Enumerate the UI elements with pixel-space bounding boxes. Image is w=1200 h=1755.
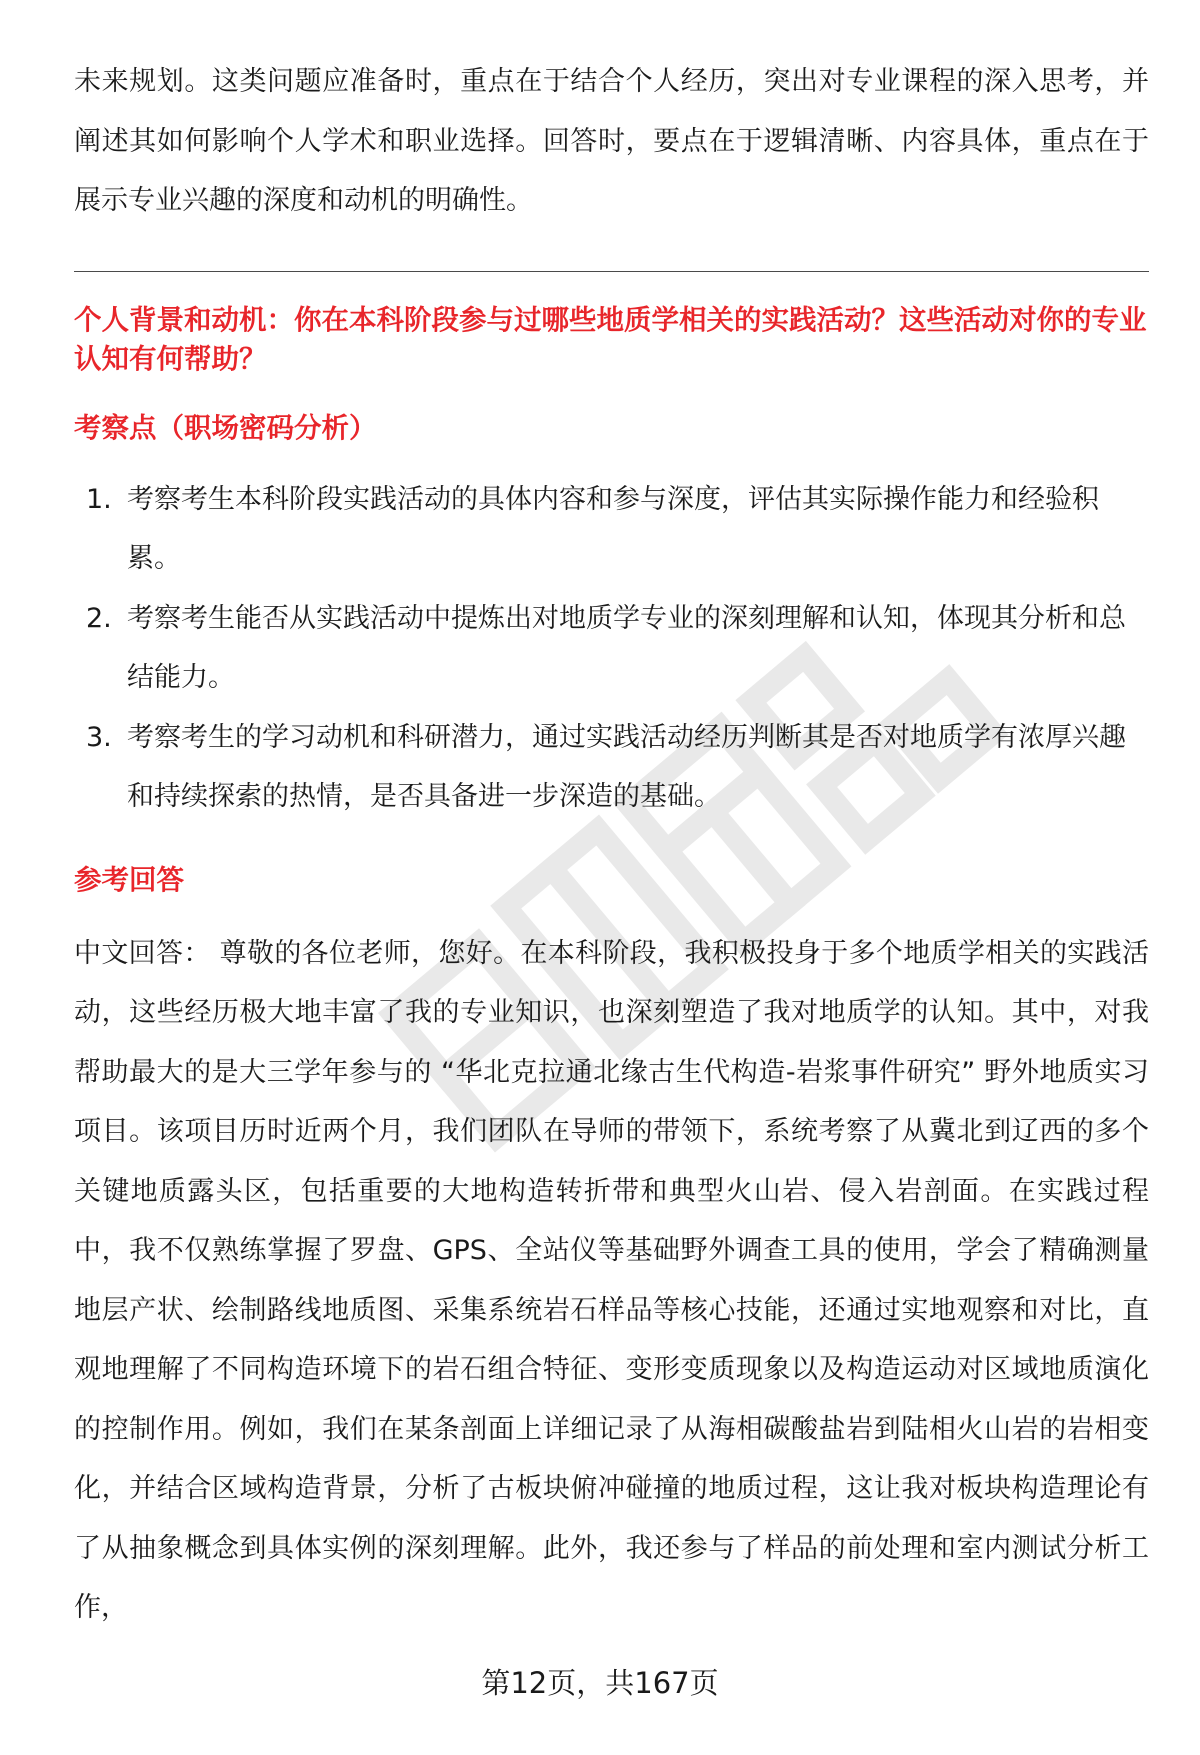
intro-paragraph: 未来规划。这类问题应准备时，重点在于结合个人经历，突出对专业课程的深入思考，并阐述其如何影响个人学术和职业选择。回答时，要点在于逻辑清晰、内容具体，重点在于展示专业兴趣的深度和动机的明确性。	[74, 66, 1149, 216]
assessment-points-heading: 考察点（职场密码分析）	[74, 411, 377, 444]
list-item-text: 考察考生能否从实践活动中提炼出对地质学专业的深刻理解和认知，体现其分析和总结能力。	[127, 602, 1126, 693]
list-item-number: 3.	[86, 721, 112, 753]
document-page	[74, 52, 1149, 1638]
assessment-points-list	[74, 470, 1149, 827]
question-heading: 个人背景和动机：你在本科阶段参与过哪些地质学相关的实践活动？这些活动对你的专业认知有何帮助？	[74, 303, 1147, 375]
list-item-text: 考察考生的学习动机和科研潜力，通过实践活动经历判断其是否对地质学有浓厚兴趣和持续探索的热情，是否具备进一步深造的基础。	[127, 721, 1126, 812]
list-item-number: 1.	[86, 483, 112, 515]
list-item-text: 考察考生本科阶段实践活动的具体内容和参与深度，评估其实际操作能力和经验积累。	[127, 483, 1099, 574]
list-item	[74, 470, 1149, 589]
reference-answer-heading: 参考回答	[74, 863, 184, 896]
list-item	[74, 708, 1149, 827]
section-divider	[74, 271, 1149, 272]
list-item	[74, 589, 1149, 708]
answer-paragraph: 中文回答： 尊敬的各位老师，您好。在本科阶段，我积极投身于多个地质学相关的实践活动，这些经历极大地丰富了我的专业知识，也深刻塑造了我对地质学的认知。其中，对我帮助最大的是大三学年参与的 “华北克拉通北缘古生代构造-岩浆事件研究” 野外地质实习项目。该项目历时近两个月，我们团队在导师的带领下，系统考察了从冀北到辽西的多个关键地质露头区，包括重要的大地构造转折带和典型火山岩、侵入岩剖面。在实践过程中，我不仅熟练掌握了罗盘、GPS、全站仪等基础野外调查工具的使用，学会了精确测量地层产状、绘制路线地质图、采集系统岩石样品等核心技能，还通过实地观察和对比，直观地理解了不同构造环境下的岩石组合特征、变形变质现象以及构造运动对区域地质演化的控制作用。例如，我们在某条剖面上详细记录了从海相碳酸盐岩到陆相火山岩的岩相变化，并结合区域构造背景，分析了古板块俯冲碰撞的地质过程，这让我对板块构造理论有了从抽象概念到具体实例的深刻理解。此外，我还参与了样品的前处理和室内测试分析工作，	[74, 937, 1149, 1623]
page-number: 第12页，共167页	[481, 1666, 719, 1700]
list-item-number: 2.	[86, 602, 112, 634]
